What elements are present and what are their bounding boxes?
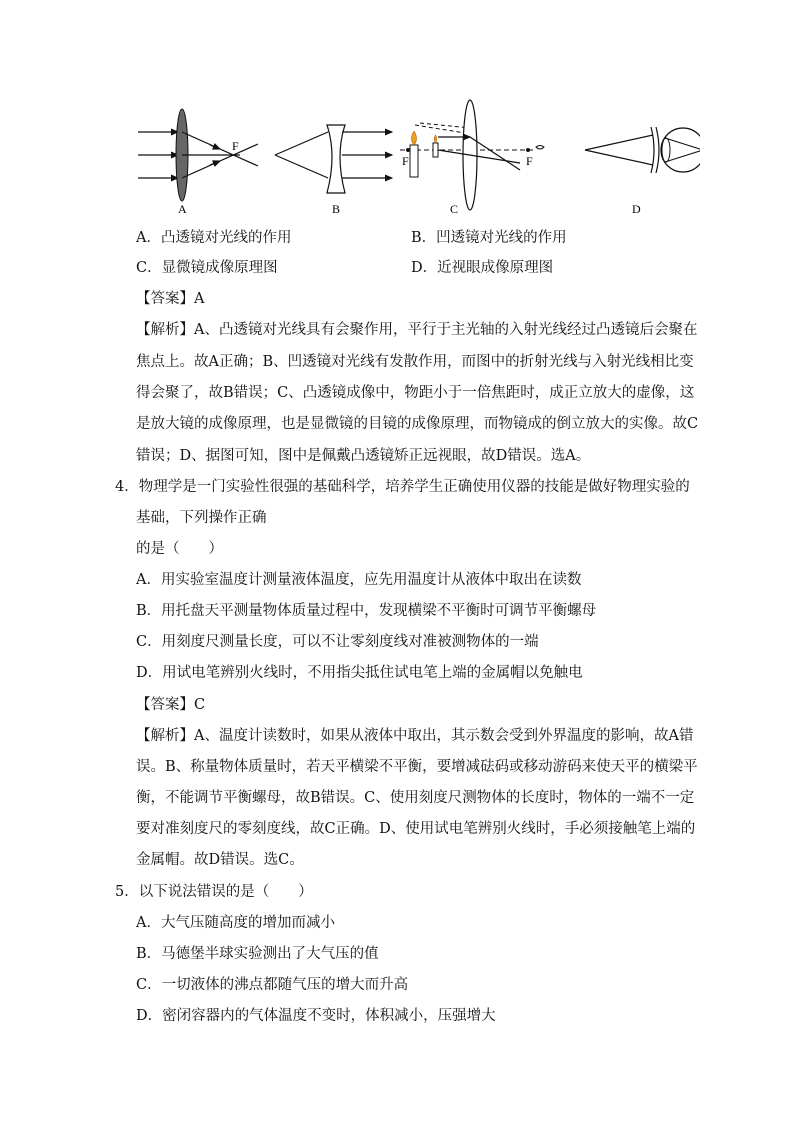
optics-figure (120, 95, 700, 220)
q4-stem-line-3: 的是（ ） (136, 541, 223, 557)
q3-answer: 【答案】A (136, 291, 205, 307)
focus-label-c-right: F (526, 154, 533, 168)
q4-option-a: A．用实验室温度计测量液体温度，应先用温度计从液体中取出在读数 (136, 572, 582, 588)
focus-label-c-left: F (402, 154, 409, 168)
q4-analysis-line-5: 金属帽。故D错误。选C。 (136, 852, 304, 868)
q4-analysis-line-1: 【解析】A、温度计读数时，如果从液体中取出，其示数会受到外界温度的影响，故A错 (136, 728, 694, 744)
q4-analysis-line-4: 要对准刻度尺的零刻度线，故C正确。D、使用试电笔辨别火线时，手必须接触笔上端的 (136, 821, 696, 837)
q5-option-b: B．马德堡半球实验测出了大气压的值 (136, 946, 379, 962)
q4-option-b: B．用托盘天平测量物体质量过程中，发现横梁不平衡时可调节平衡螺母 (136, 603, 597, 619)
diagram-a-convex-lens (138, 109, 258, 216)
q3-analysis-line-5: 错误；D、据图可知，图中是佩戴凸透镜矫正远视眼，故D错误。选A。 (136, 448, 591, 464)
q3-analysis-line-3: 得会聚了，故B错误；C、凸透镜成像中，物距小于一倍焦距时，成正立放大的虚像，这 (136, 385, 695, 401)
q4-stem-line-1: 4．物理学是一门实验性很强的基础科学，培养学生正确使用仪器的技能是做好物理实验的 (115, 479, 690, 495)
diagram-c-microscope (400, 100, 544, 216)
q3-option-a: A．凸透镜对光线的作用 (136, 230, 292, 246)
diagram-d-label: D (632, 202, 641, 216)
q4-analysis-line-2: 误。B、称量物体质量时，若天平横梁不平衡，要增减砝码或移动游码来使天平的横梁平 (136, 759, 698, 775)
q3-analysis-line-4: 是放大镜的成像原理，也是显微镜的目镜的成像原理，而物镜成的倒立放大的实像。故C (136, 416, 699, 432)
diagram-a-label: A (178, 202, 187, 216)
diagram-c-label: C (450, 202, 459, 216)
q3-option-d: D．近视眼成像原理图 (411, 260, 554, 276)
optics-diagrams (120, 95, 700, 220)
q4-option-d: D．用试电笔辨别火线时，不用指尖抵住试电笔上端的金属帽以免触电 (136, 665, 583, 681)
q5-option-c: C．一切液体的沸点都随气压的增大而升高 (136, 977, 409, 993)
diagram-d-eye (585, 127, 700, 216)
q3-analysis-line-1: 【解析】A、凸透镜对光线具有会聚作用，平行于主光轴的入射光线经过凸透镜后会聚在 (136, 322, 698, 338)
q4-answer: 【答案】C (136, 697, 206, 713)
q5-stem: 5．以下说法错误的是（ ） (115, 884, 313, 900)
q5-option-d: D．密闭容器内的气体温度不变时，体积减小，压强增大 (136, 1008, 496, 1024)
q4-stem-line-2: 基础，下列操作正确 (136, 510, 267, 526)
q3-analysis-line-2: 焦点上。故A正确；B、凹透镜对光线有发散作用，而图中的折射光线与入射光线相比变 (136, 354, 694, 370)
q5-option-a: A．大气压随高度的增加而减小 (136, 915, 335, 931)
q4-option-c: C．用刻度尺测量长度，可以不让零刻度线对准被测物体的一端 (136, 634, 539, 650)
q3-option-c: C．显微镜成像原理图 (136, 260, 278, 276)
q4-analysis-line-3: 衡，不能调节平衡螺母，故B错误。C、使用刻度尺测物体的长度时，物体的一端不一定 (136, 790, 695, 806)
q3-option-b: B．凹透镜对光线的作用 (411, 230, 567, 246)
diagram-b-label: B (332, 202, 341, 216)
focus-label-a: F (232, 139, 239, 153)
diagram-b-concave-lens (275, 125, 392, 216)
